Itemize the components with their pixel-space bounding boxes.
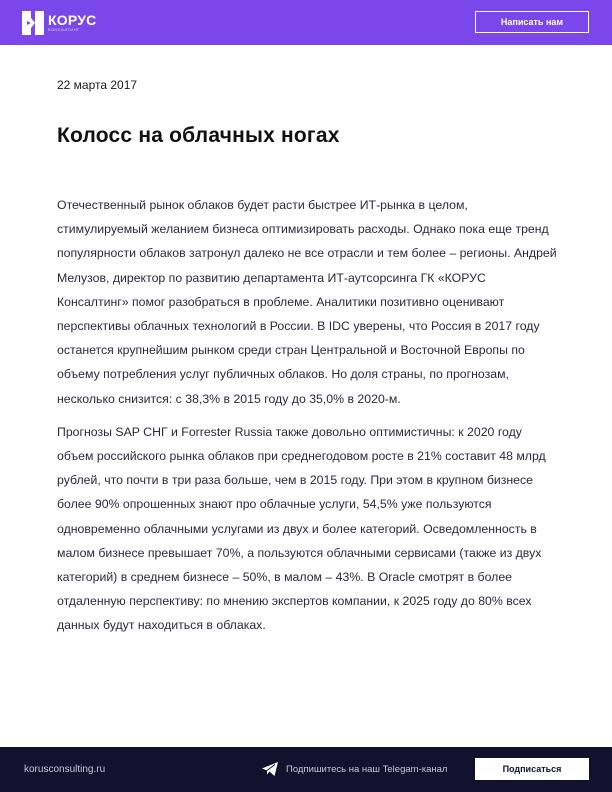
subscribe-button[interactable]: Подписаться xyxy=(475,758,589,780)
korus-logo-icon xyxy=(22,11,44,35)
article-paragraph: Отечественный рынок облаков будет расти быстрее ИТ-рынка в целом, стимулируемый желанием бизнеса оптимизировать расходы. Однако пока еще тренд популярности облаков затронул далеко не все отрасли и тем более – регионы. Андрей Мелузов, директор по развитию департамента ИТ-аутсорсинга ГК «КОРУС Консалтинг» помог разобраться в проблеме. Аналитики позитивно оценивают перспективы облачных технологий в России. В IDC уверены, что Россия в 2017 году останется крупнейшим рынком среди стран Центральной и Восточной Европы по объему потребления услуг публичных облаков. Но доля страны, по прогнозам, несколько снизится: с 38,3% в 2015 году до 35,0% в 2020-м. xyxy=(57,198,557,406)
site-footer xyxy=(0,747,612,792)
article-body xyxy=(57,193,559,647)
logo-name: КОРУС xyxy=(48,12,97,28)
article-date: 22 марта 2017 xyxy=(57,78,138,92)
site-link[interactable]: korusconsulting.ru xyxy=(24,764,106,775)
article-title: Колосс на облачных ногах xyxy=(57,124,340,147)
article-paragraph: Прогнозы SAP СНГ и Forrester Russia также довольно оптимистичны: к 2020 году объем российского рынка облаков при среднегодовом росте в 21% составит 48 млрд рублей, что почти в три раза больше, чем в 2015 году. При этом в крупном бизнесе более 90% опрошенных знают про облачные услуги, 54,5% уже пользуются одновременно облачными услугами из двух и более категорий. Осведомленность в малом бизнесе превышает 70%, а пользуются облачными сервисами (также из двух категорий) в среднем бизнесе – 50%, в малом – 43%. В Oracle смотрят в более отдаленную перспективу: по мнению экспертов компании, к 2025 году до 80% всех данных будут находиться в облаках. xyxy=(57,424,546,633)
telegram-icon xyxy=(262,762,278,776)
korus-logo[interactable] xyxy=(22,11,96,35)
logo-text xyxy=(48,13,96,33)
logo-subtitle: КОНСАЛТИНГ xyxy=(48,27,80,32)
site-header xyxy=(0,0,612,45)
write-us-button[interactable]: Написать нам xyxy=(475,11,589,33)
telegram-subscribe-text: Подпишитесь на наш Telegam-канал xyxy=(286,764,448,775)
